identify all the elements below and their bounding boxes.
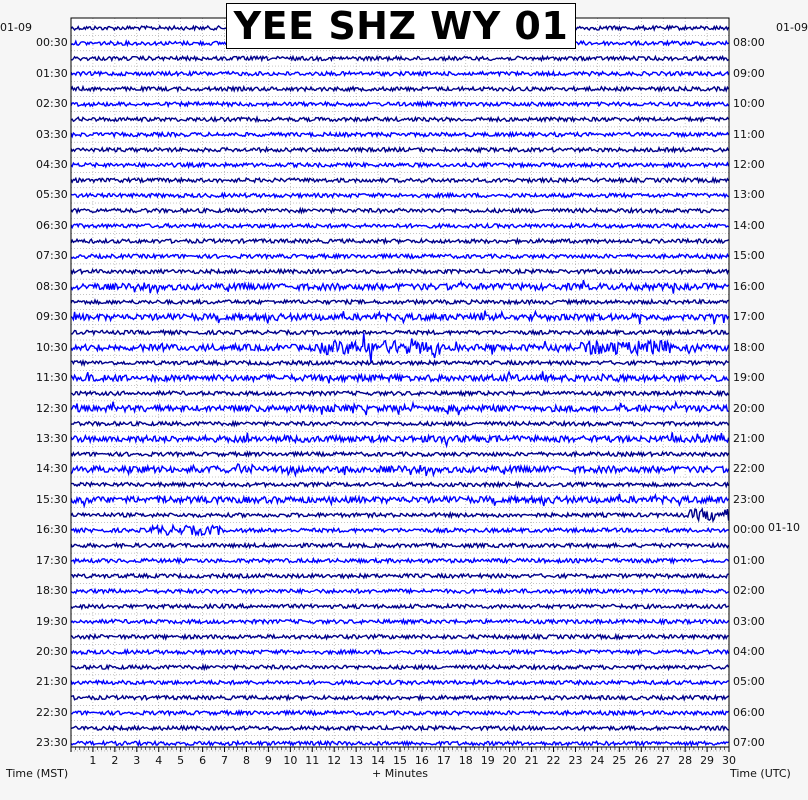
- x-tick-label: 25: [612, 754, 627, 767]
- x-tick-label: 21: [524, 754, 539, 767]
- chart-title: YEE SHZ WY 01: [226, 3, 576, 49]
- x-tick-label: 9: [264, 754, 272, 767]
- right-hour-label: 17:00: [733, 310, 765, 324]
- right-date-label-top: 01-09: [776, 21, 808, 34]
- left-hour-label: 12:30: [36, 401, 68, 415]
- left-hour-label: 05:30: [36, 188, 68, 202]
- x-label-left: Time (MST): [6, 767, 69, 780]
- x-tick-label: 2: [111, 754, 119, 767]
- left-hour-label: 00:30: [36, 36, 68, 50]
- x-tick-label: 24: [590, 754, 605, 767]
- right-hour-label: 11:00: [733, 127, 765, 141]
- left-hour-label: 17:30: [36, 553, 68, 567]
- x-tick-label: 16: [414, 754, 429, 767]
- right-hour-label: 00:00: [733, 523, 765, 537]
- right-hour-label: 09:00: [733, 66, 765, 80]
- x-label-center: + Minutes: [372, 767, 429, 780]
- right-hour-label: 19:00: [733, 371, 765, 385]
- right-hour-label: 05:00: [733, 675, 765, 689]
- right-hour-label: 12:00: [733, 157, 765, 171]
- left-hour-label: 09:30: [36, 310, 68, 324]
- left-hour-label: 22:30: [36, 705, 68, 719]
- x-tick-label: 7: [221, 754, 229, 767]
- x-tick-label: 12: [327, 754, 342, 767]
- x-tick-label: 17: [436, 754, 451, 767]
- left-hour-label: 02:30: [36, 97, 68, 111]
- left-hour-label: 23:30: [36, 736, 68, 750]
- x-tick-label: 30: [722, 754, 736, 767]
- left-hour-label: 06:30: [36, 218, 68, 232]
- left-hour-label: 18:30: [36, 584, 68, 598]
- x-tick-label: 1: [89, 754, 97, 767]
- x-label-right: Time (UTC): [730, 767, 791, 780]
- right-hour-label: 01:00: [733, 553, 765, 567]
- right-hour-label: 03:00: [733, 614, 765, 628]
- left-hour-label: 13:30: [36, 431, 68, 445]
- left-hour-label: 15:30: [36, 492, 68, 506]
- x-tick-label: 19: [480, 754, 495, 767]
- x-tick-label: 18: [458, 754, 473, 767]
- x-tick-label: 8: [242, 754, 250, 767]
- x-tick-label: 27: [656, 754, 671, 767]
- right-hour-label: 23:00: [733, 492, 765, 506]
- right-hour-label: 21:00: [733, 431, 765, 445]
- x-tick-label: 6: [199, 754, 207, 767]
- left-hour-label: 04:30: [36, 157, 68, 171]
- x-tick-label: 22: [546, 754, 561, 767]
- left-hour-label: 20:30: [36, 645, 68, 659]
- left-hour-label: 01:30: [36, 66, 68, 80]
- left-hour-label: 07:30: [36, 249, 68, 263]
- left-hour-label: 10:30: [36, 340, 68, 354]
- right-hour-label: 22:00: [733, 462, 765, 476]
- right-hour-label: 14:00: [733, 218, 765, 232]
- right-hour-label: 04:00: [733, 645, 765, 659]
- right-hour-label: 18:00: [733, 340, 765, 354]
- right-hour-label: 16:00: [733, 279, 765, 293]
- left-hour-label: 21:30: [36, 675, 68, 689]
- x-tick-label: 15: [393, 754, 407, 767]
- x-tick-label: 28: [678, 754, 693, 767]
- x-tick-label: 29: [700, 754, 715, 767]
- x-tick-label: 20: [502, 754, 517, 767]
- right-date-label-mid: 01-10: [768, 521, 800, 534]
- x-tick-label: 23: [568, 754, 583, 767]
- right-hour-label: 20:00: [733, 401, 765, 415]
- left-hour-label: 03:30: [36, 127, 68, 141]
- x-tick-label: 4: [155, 754, 163, 767]
- x-tick-label: 13: [349, 754, 364, 767]
- x-tick-label: 26: [634, 754, 649, 767]
- left-hour-label: 11:30: [36, 371, 68, 385]
- right-hour-label: 10:00: [733, 97, 765, 111]
- left-hour-label: 16:30: [36, 523, 68, 537]
- left-hour-label: 08:30: [36, 279, 68, 293]
- left-hour-label: 14:30: [36, 462, 68, 476]
- x-tick-label: 10: [283, 754, 298, 767]
- x-tick-label: 14: [371, 754, 386, 767]
- x-tick-label: 5: [177, 754, 185, 767]
- right-hour-label: 06:00: [733, 705, 765, 719]
- x-tick-label: 11: [305, 754, 320, 767]
- right-hour-label: 15:00: [733, 249, 765, 263]
- right-hour-label: 02:00: [733, 584, 765, 598]
- right-hour-label: 08:00: [733, 36, 765, 50]
- left-date-label: 01-09: [0, 21, 32, 34]
- left-hour-label: 19:30: [36, 614, 68, 628]
- right-hour-label: 13:00: [733, 188, 765, 202]
- x-tick-label: 3: [133, 754, 141, 767]
- right-hour-label: 07:00: [733, 736, 765, 750]
